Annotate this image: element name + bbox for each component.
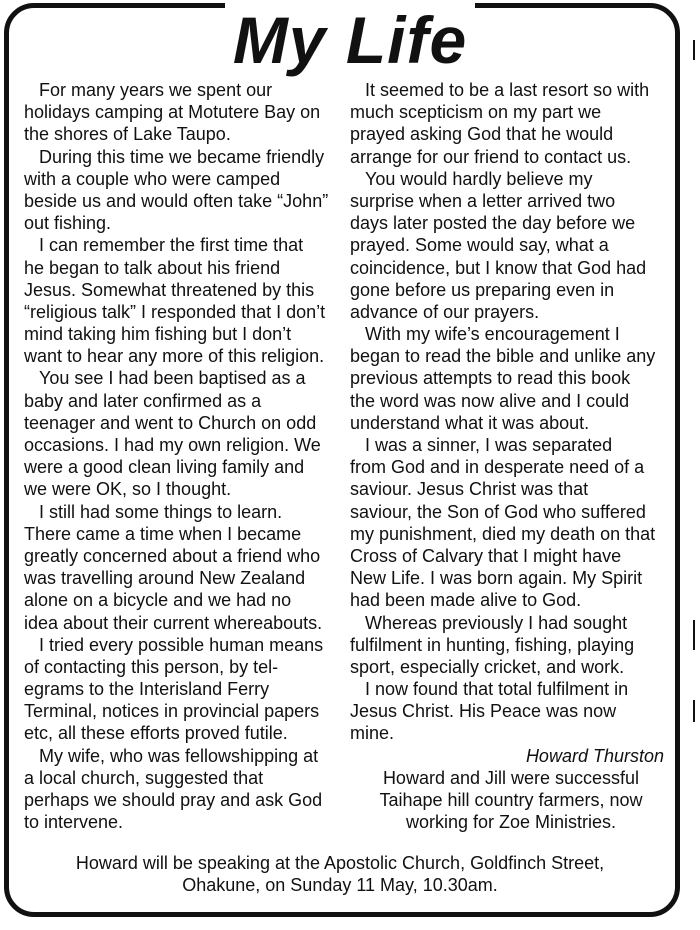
body-line: I tried every possible human means bbox=[39, 634, 324, 655]
body-line: gone before us preparing even in bbox=[350, 279, 615, 300]
body-line: baby and later confirmed as a bbox=[24, 390, 262, 411]
body-line: My wife, who was fellowshipping at bbox=[39, 745, 319, 766]
body-line: I now found that total fulfilment in bbox=[365, 679, 629, 700]
body-line: Jesus. Somewhat threatened by this bbox=[24, 279, 315, 300]
body-line: a local church, suggested that bbox=[24, 767, 264, 788]
right-column bbox=[350, 79, 672, 833]
bio-line: working for Zoe Ministries. bbox=[405, 812, 617, 833]
body-line: understand what it was about. bbox=[350, 412, 590, 433]
body-line: began to read the bible and unlike any bbox=[350, 346, 656, 367]
body-line: During this time we became friendly bbox=[39, 146, 325, 167]
body-line: he began to talk about his friend bbox=[24, 257, 281, 278]
body-line: alone on a bicycle and we had no bbox=[24, 590, 292, 611]
body-line: idea about their current whereabouts. bbox=[24, 612, 323, 633]
body-line: Jesus Christ. His Peace was now bbox=[350, 701, 617, 722]
body-line: sport, especially cricket, and work. bbox=[350, 656, 625, 677]
body-line: For many years we spent our bbox=[39, 80, 273, 100]
body-line: New Life. I was born again. My Spirit bbox=[350, 568, 643, 589]
body-line: were a good clean living family and bbox=[24, 457, 305, 478]
body-line: arrange for our friend to contact us. bbox=[350, 146, 632, 167]
body-line: beside us and would often take “John” bbox=[24, 190, 329, 211]
body-line: It seemed to be a last resort so with bbox=[365, 80, 650, 100]
body-line: to intervene. bbox=[24, 812, 124, 833]
body-line: with a couple who were camped bbox=[24, 168, 281, 189]
body-line: “religious talk” I responded that I don’t bbox=[24, 301, 326, 322]
body-line: of contacting this person, by tel- bbox=[24, 656, 279, 677]
body-line: the word was now alive and I could bbox=[350, 390, 630, 411]
body-line: surprise when a letter arrived two bbox=[350, 190, 616, 211]
body-line: previous attempts to read this book bbox=[350, 368, 631, 389]
notice-line: Howard will be speaking at the Apostolic Church, Goldfinch Street, bbox=[75, 853, 605, 873]
body-line: from God and in desperate need of a bbox=[350, 457, 645, 478]
body-line: saviour. Jesus Christ was that bbox=[350, 479, 589, 500]
page-edge-mark bbox=[693, 700, 695, 722]
notice-line: Ohakune, on Sunday 11 May, 10.30am. bbox=[182, 875, 498, 895]
article-title bbox=[0, 0, 700, 86]
body-line: days later posted the day before we bbox=[350, 213, 636, 234]
left-column bbox=[24, 79, 359, 833]
body-line: the shores of Lake Taupo. bbox=[24, 124, 231, 145]
body-line: had been made alive to God. bbox=[350, 590, 582, 611]
body-line: out fishing. bbox=[24, 213, 112, 234]
body-line: I was a sinner, I was separated bbox=[365, 435, 613, 455]
body-line: greatly concerned about a friend who bbox=[24, 545, 321, 566]
body-line: etc, all these efforts proved futile. bbox=[24, 723, 288, 744]
page-edge-mark bbox=[693, 620, 695, 650]
body-line: I can remember the first time that bbox=[39, 235, 304, 256]
body-line: perhaps we should pray and ask God bbox=[24, 790, 323, 810]
body-line: teenager and went to Church on odd bbox=[24, 412, 317, 433]
body-line: Terminal, notices in provincial papers bbox=[24, 701, 320, 722]
body-line: was travelling around New Zealand bbox=[24, 568, 306, 589]
body-line: mine. bbox=[350, 723, 395, 744]
body-line: prayed asking God that he would bbox=[350, 124, 614, 145]
body-line: my punishment, died my death on that bbox=[350, 523, 656, 544]
body-line: You would hardly believe my bbox=[365, 168, 593, 189]
body-line: we were OK, so I thought. bbox=[24, 479, 232, 500]
body-line: egrams to the Interisland Ferry bbox=[24, 679, 270, 700]
body-line: fulfilment in hunting, fishing, playing bbox=[350, 634, 635, 655]
body-line: want to hear any more of this religion. bbox=[24, 346, 325, 367]
body-line: mind taking him fishing but I don’t bbox=[24, 324, 292, 345]
body-line: You see I had been baptised as a bbox=[39, 368, 306, 389]
body-line: I still had some things to learn. bbox=[39, 501, 283, 522]
body-line: occasions. I had my own religion. We bbox=[24, 435, 321, 455]
body-line: holidays camping at Motutere Bay on bbox=[24, 102, 321, 123]
body-line: much scepticism on my part we bbox=[350, 102, 602, 123]
body-line: prayed. Some would say, what a bbox=[350, 235, 609, 256]
body-line: Cross of Calvary that I might have bbox=[350, 545, 622, 566]
body-line: coincidence, but I know that God had bbox=[350, 257, 647, 278]
body-line: advance of our prayers. bbox=[350, 301, 540, 322]
author-bio bbox=[350, 767, 672, 834]
bio-line: Taihape hill country farmers, now bbox=[379, 790, 643, 811]
bio-line: Howard and Jill were successful bbox=[382, 767, 640, 788]
article-title-text: My Life bbox=[225, 3, 475, 77]
author-signature: Howard Thurston bbox=[525, 745, 664, 766]
body-line: With my wife’s encouragement I bbox=[365, 324, 620, 345]
event-notice bbox=[0, 852, 680, 896]
body-line: There came a time when I became bbox=[24, 523, 302, 544]
body-line: saviour, the Son of God who suffered bbox=[350, 501, 646, 522]
right-column-text bbox=[350, 79, 672, 745]
body-line: Whereas previously I had sought bbox=[365, 612, 628, 633]
